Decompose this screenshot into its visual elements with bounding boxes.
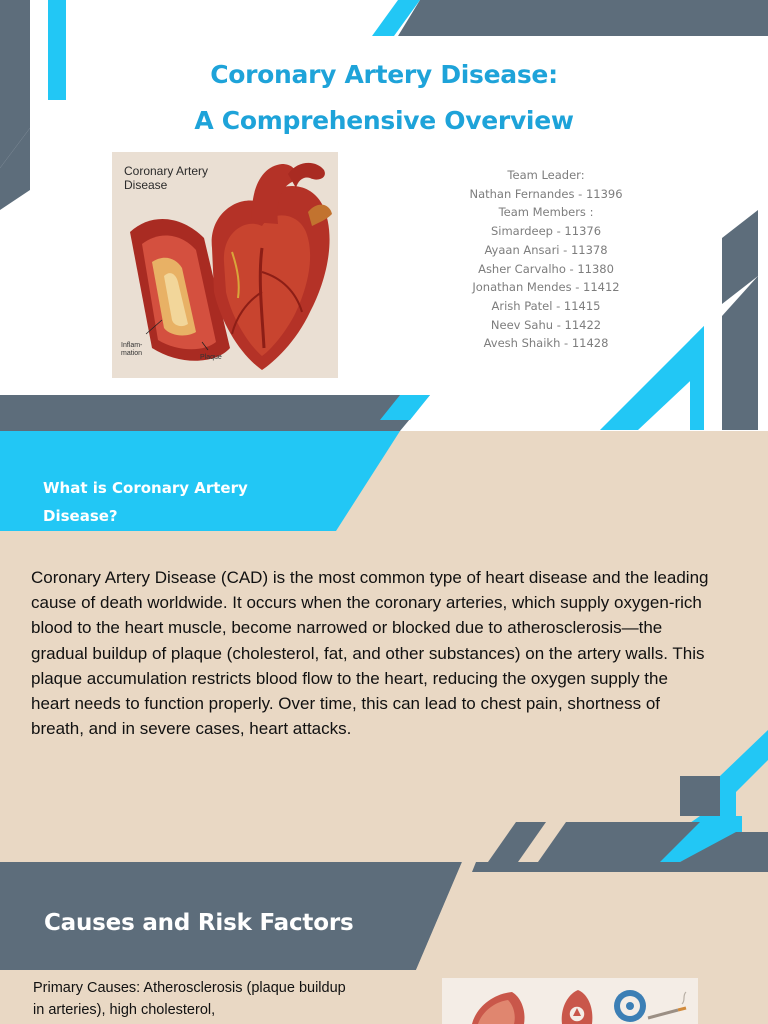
- risk-factor-icons: [442, 978, 698, 1024]
- figure-caption: Coronary Artery Disease: [124, 164, 209, 192]
- title-line-1: Coronary Artery Disease:: [210, 60, 558, 89]
- section-heading-causes: Causes and Risk Factors: [44, 910, 354, 936]
- risk-factors-illustration: [442, 978, 698, 1024]
- team-members-label: Team Members :: [498, 205, 594, 220]
- team-leader-label: Team Leader:: [507, 168, 585, 182]
- team-member: Simardeep - 11376: [490, 224, 602, 239]
- team-member: Avesh Shaikh - 11428: [483, 336, 609, 351]
- label-inflammation: Inflam- mation: [121, 342, 143, 357]
- team-member: Ayaan Ansari - 11378: [484, 242, 608, 257]
- causes-text: Primary Causes: Atherosclerosis (plaque buildup in arteries), high cholesterol,: [33, 980, 346, 1018]
- team-member: Neev Sahu - 11422: [490, 317, 602, 332]
- team-member: Arish Patel - 11415: [491, 298, 601, 313]
- section-heading-what-is: What is Coronary Artery Disease?: [43, 479, 248, 525]
- team-member: Jonathan Mendes - 11412: [472, 280, 620, 295]
- title-line-2: A Comprehensive Overview: [194, 106, 574, 135]
- team-member: Asher Carvalho - 11380: [478, 261, 614, 276]
- team-leader-name: Nathan Fernandes - 11396: [469, 186, 623, 201]
- cad-description: Coronary Artery Disease (CAD) is the most common type of heart disease and the leading cause of death worldwide. It occurs when the coronary arteries, which supply oxygen-rich blood to the heart muscle, become narrowed or blocked due to atherosclerosis—the gradual buildup of plaque (cholesterol, fat, and other substances) on the artery walls. This plaque accumulation restricts blood flow to the heart, reducing the oxygen supply the heart needs to function properly. Over time, this can lead to chest pain, shortness of breath, and in severe cases, heart attacks.: [31, 568, 709, 739]
- label-plaque: Plaque: [200, 354, 222, 361]
